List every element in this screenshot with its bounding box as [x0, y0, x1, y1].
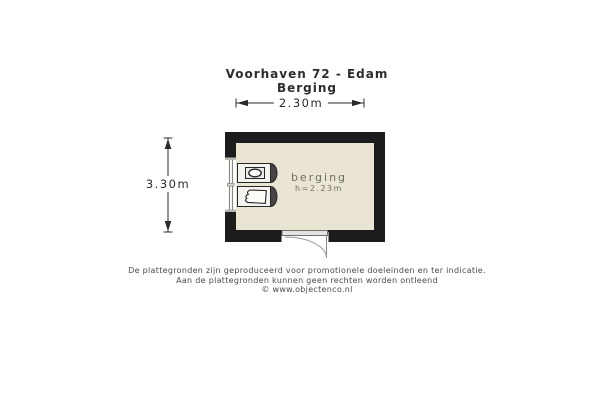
door-icon — [282, 231, 329, 259]
washing-machine-icon — [238, 164, 278, 183]
laundry-basket-icon — [238, 187, 278, 207]
arrowhead-down-icon — [165, 221, 172, 231]
room-ceiling-height-label: h=2.23m — [295, 184, 343, 193]
copyright-line: © www.objectenco.nl — [261, 285, 353, 294]
arrowhead-right-icon — [352, 100, 363, 106]
page-title: Voorhaven 72 - Edam — [225, 67, 389, 81]
width-dimension-label: 2.30m — [274, 96, 328, 110]
window-icon — [225, 158, 236, 213]
page-subtitle: Berging — [276, 81, 338, 95]
disclaimer-line-1: De plattegronden zijn geproduceerd voor promotionele doeleinden en ter indicatie. — [128, 266, 486, 275]
arrowhead-left-icon — [237, 100, 248, 106]
height-dimension-label: 3.30m — [145, 177, 191, 191]
room-name-label: berging — [290, 171, 348, 184]
arrowhead-up-icon — [165, 139, 172, 149]
disclaimer-line-2: Aan de plattegronden kunnen geen rechten worden ontleend — [176, 275, 438, 285]
